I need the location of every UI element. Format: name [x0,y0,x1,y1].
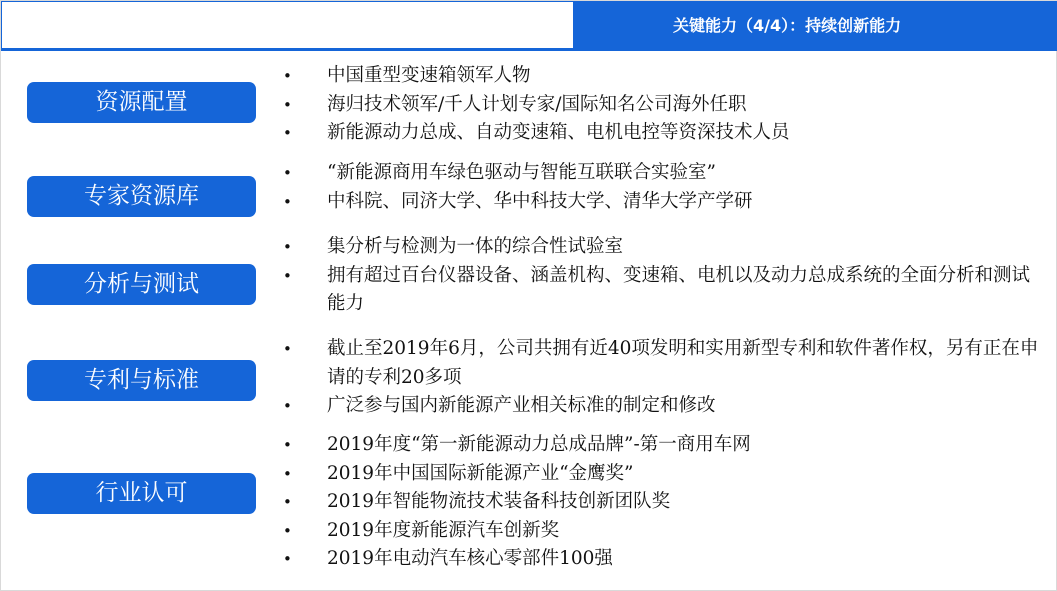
list-item [279,431,1039,460]
bullet-icon: • [283,493,292,511]
list-item-text: 中国重型变速箱领军人物 [327,65,531,86]
bullet-icon: • [283,164,292,182]
list-item-text: 2019年度新能源汽车创新奖 [327,519,560,541]
header-band [1,1,1057,51]
bullet-icon: • [283,67,292,85]
list-item [279,62,1039,91]
list-item [279,119,1039,148]
list-item-text: 中科院、同济大学、华中科技大学、清华大学产学研 [327,190,753,212]
section-label-pill: 分析与测试 [27,264,256,305]
section-label-pill: 专家资源库 [27,176,256,217]
list-item-text: 2019年度“第一新能源动力总成品牌”-第一商用车网 [327,434,751,455]
list-item-text: 2019年智能物流技术装备科技创新团队奖 [327,491,671,512]
bullet-icon: • [283,436,292,454]
bullet-icon: • [283,266,292,285]
list-item-text: 2019年中国国际新能源产业“金鹰奖” [327,462,634,484]
list-item-text: 集分析与检测为一体的综合性试验室 [327,236,624,257]
bullet-icon: • [283,340,292,358]
bullet-list [279,159,1039,216]
list-item-text: 新能源动力总成、自动变速箱、电机电控等资深技术人员 [327,122,790,143]
list-item [279,262,1039,319]
bullet-icon: • [283,238,292,256]
bullet-list [279,233,1039,319]
bullet-icon: • [283,521,292,540]
list-item-text: 拥有超过百台仪器设备、涵盖机构、变速箱、电机以及动力总成系统的全面分析和测试能力 [327,264,1031,314]
bullet-icon: • [283,550,292,568]
list-item-text: 广泛参与国内新能源产业相关标准的制定和修改 [327,395,716,416]
bullet-icon: • [283,95,292,114]
list-item [279,91,1039,120]
bullet-list [279,62,1039,148]
list-item [279,460,1039,489]
bullet-icon: • [283,192,292,211]
list-item-text: 截止至2019年6月，公司共拥有近40项发明和实用新型专利和软件著作权，另有正在申请的专利20多项 [327,338,1039,388]
list-item [279,488,1039,517]
list-item-text: “新能源商用车绿色驱动与智能互联联合实验室” [327,162,716,183]
list-item-text: 海归技术领军/千人计划专家/国际知名公司海外任职 [327,93,747,115]
list-item-text: 2019年电动汽车核心零部件100强 [327,548,613,569]
bullet-icon: • [283,464,292,483]
list-item [279,335,1039,392]
section-label-pill: 专利与标准 [27,360,256,401]
bullet-list [279,335,1039,421]
bullet-list [279,431,1039,574]
bullet-icon: • [283,124,292,142]
header-band-white-area [2,2,573,48]
list-item [279,188,1039,217]
section-label-pill: 行业认可 [27,473,256,514]
slide-title: 关键能力（4/4）：持续创新能力 [673,16,902,35]
list-item [279,545,1039,574]
list-item [279,517,1039,546]
list-item [279,159,1039,188]
list-item [279,392,1039,421]
section-label-pill: 资源配置 [27,82,256,123]
bullet-icon: • [283,397,292,415]
list-item [279,233,1039,262]
